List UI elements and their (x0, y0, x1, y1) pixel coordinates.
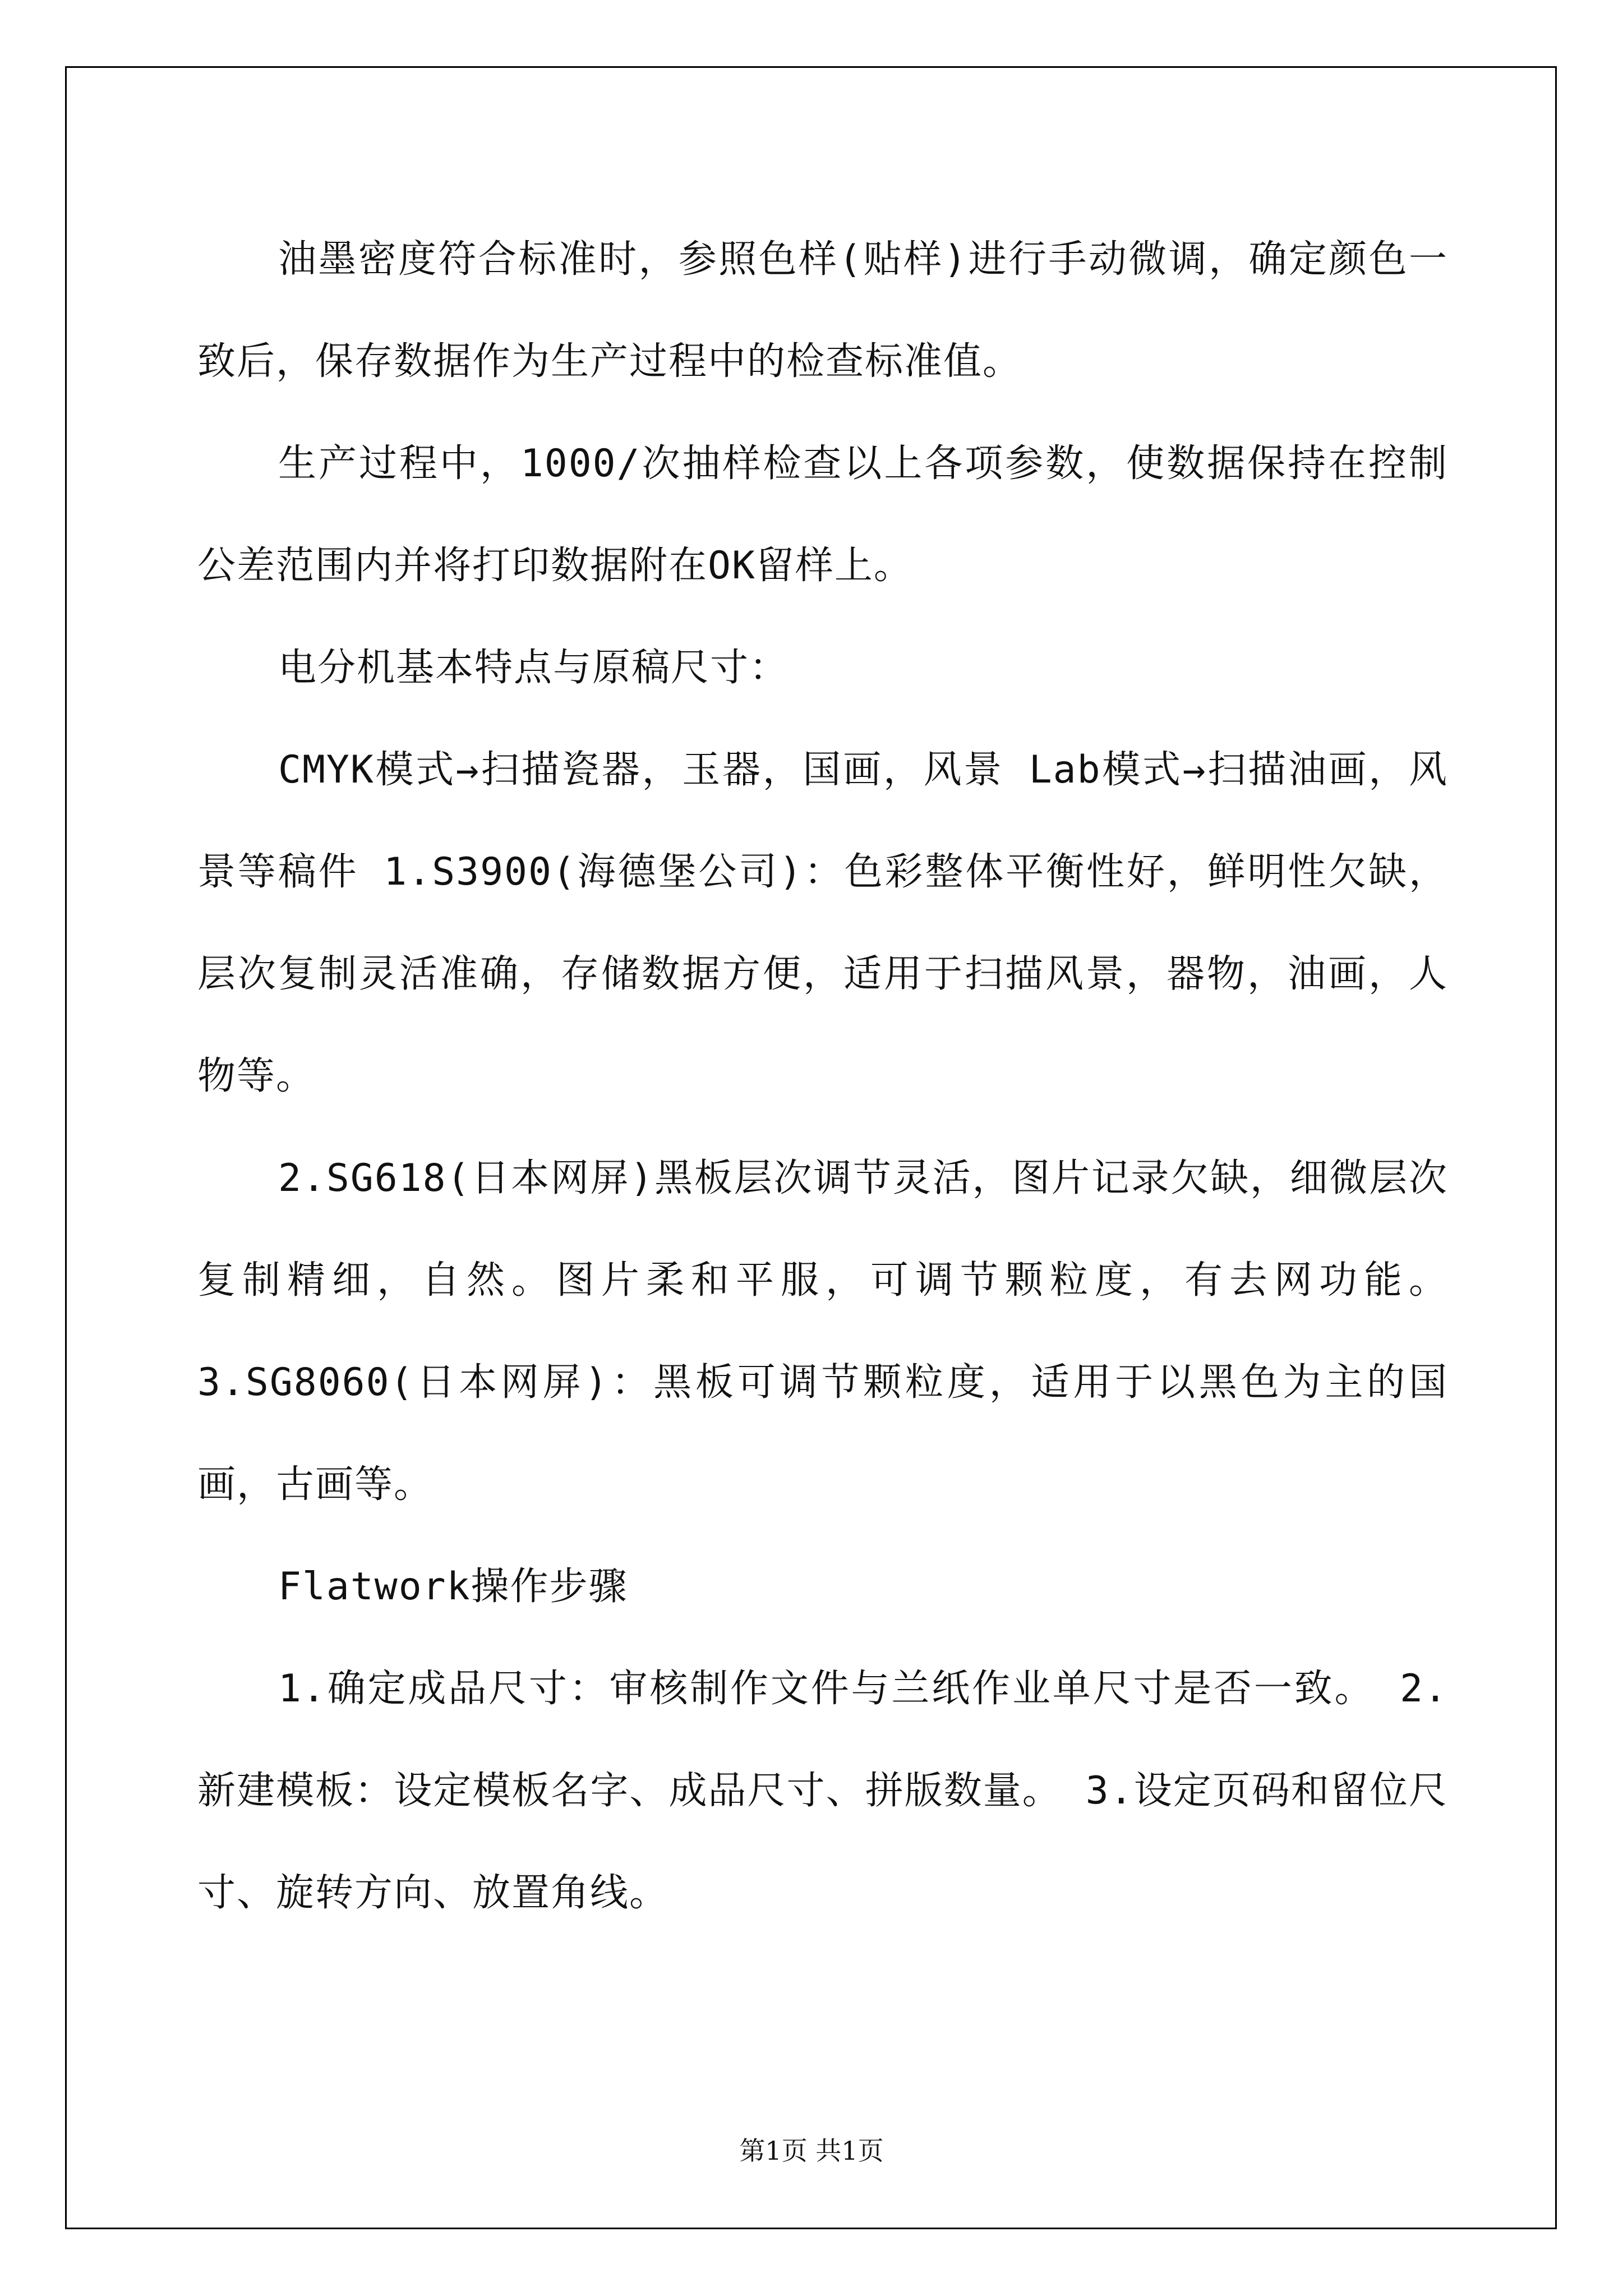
paragraph: 电分机基本特点与原稿尺寸： (278, 646, 789, 690)
paragraph: 2.SG618(日本网屏)黑板层次调节灵活，图片记录欠缺，细微层次复制精细，自然。图片柔和平服，可调节颗粒度，有去网功能。 3.SG8060(日本网屏)：黑板可调节颗粒度，适用于以黑色为主的国画，古画等。 (197, 1156, 1472, 1507)
page-footer: 第1页 共1页 (739, 2136, 884, 2166)
paragraph: 生产过程中，1000/次抽样检查以上各项参数，使数据保持在控制公差范围内并将打印数据附在OK留样上。 (197, 441, 1448, 588)
document-body (197, 209, 1472, 1944)
paragraph: CMYK模式→扫描瓷器，玉器，国画，风景 Lab模式→扫描油画，风景等稿件 1.S3900(海德堡公司)：色彩整体平衡性好，鲜明性欠缺，层次复制灵活准确，存储数据方便，适用于扫描风景，器物，油画，人物等。 (197, 748, 1448, 1098)
paragraph: 油墨密度符合标准时，参照色样(贴样)进行手动微调，确定颜色一致后，保存数据作为生产过程中的检查标准值。 (197, 237, 1448, 384)
paragraph: 1.确定成品尺寸：审核制作文件与兰纸作业单尺寸是否一致。 2.新建模板：设定模板名字、成品尺寸、拼版数量。 3.设定页码和留位尺寸、旋转方向、放置角线。 (197, 1667, 1448, 1915)
paragraph: Flatwork操作步骤 (278, 1565, 628, 1609)
